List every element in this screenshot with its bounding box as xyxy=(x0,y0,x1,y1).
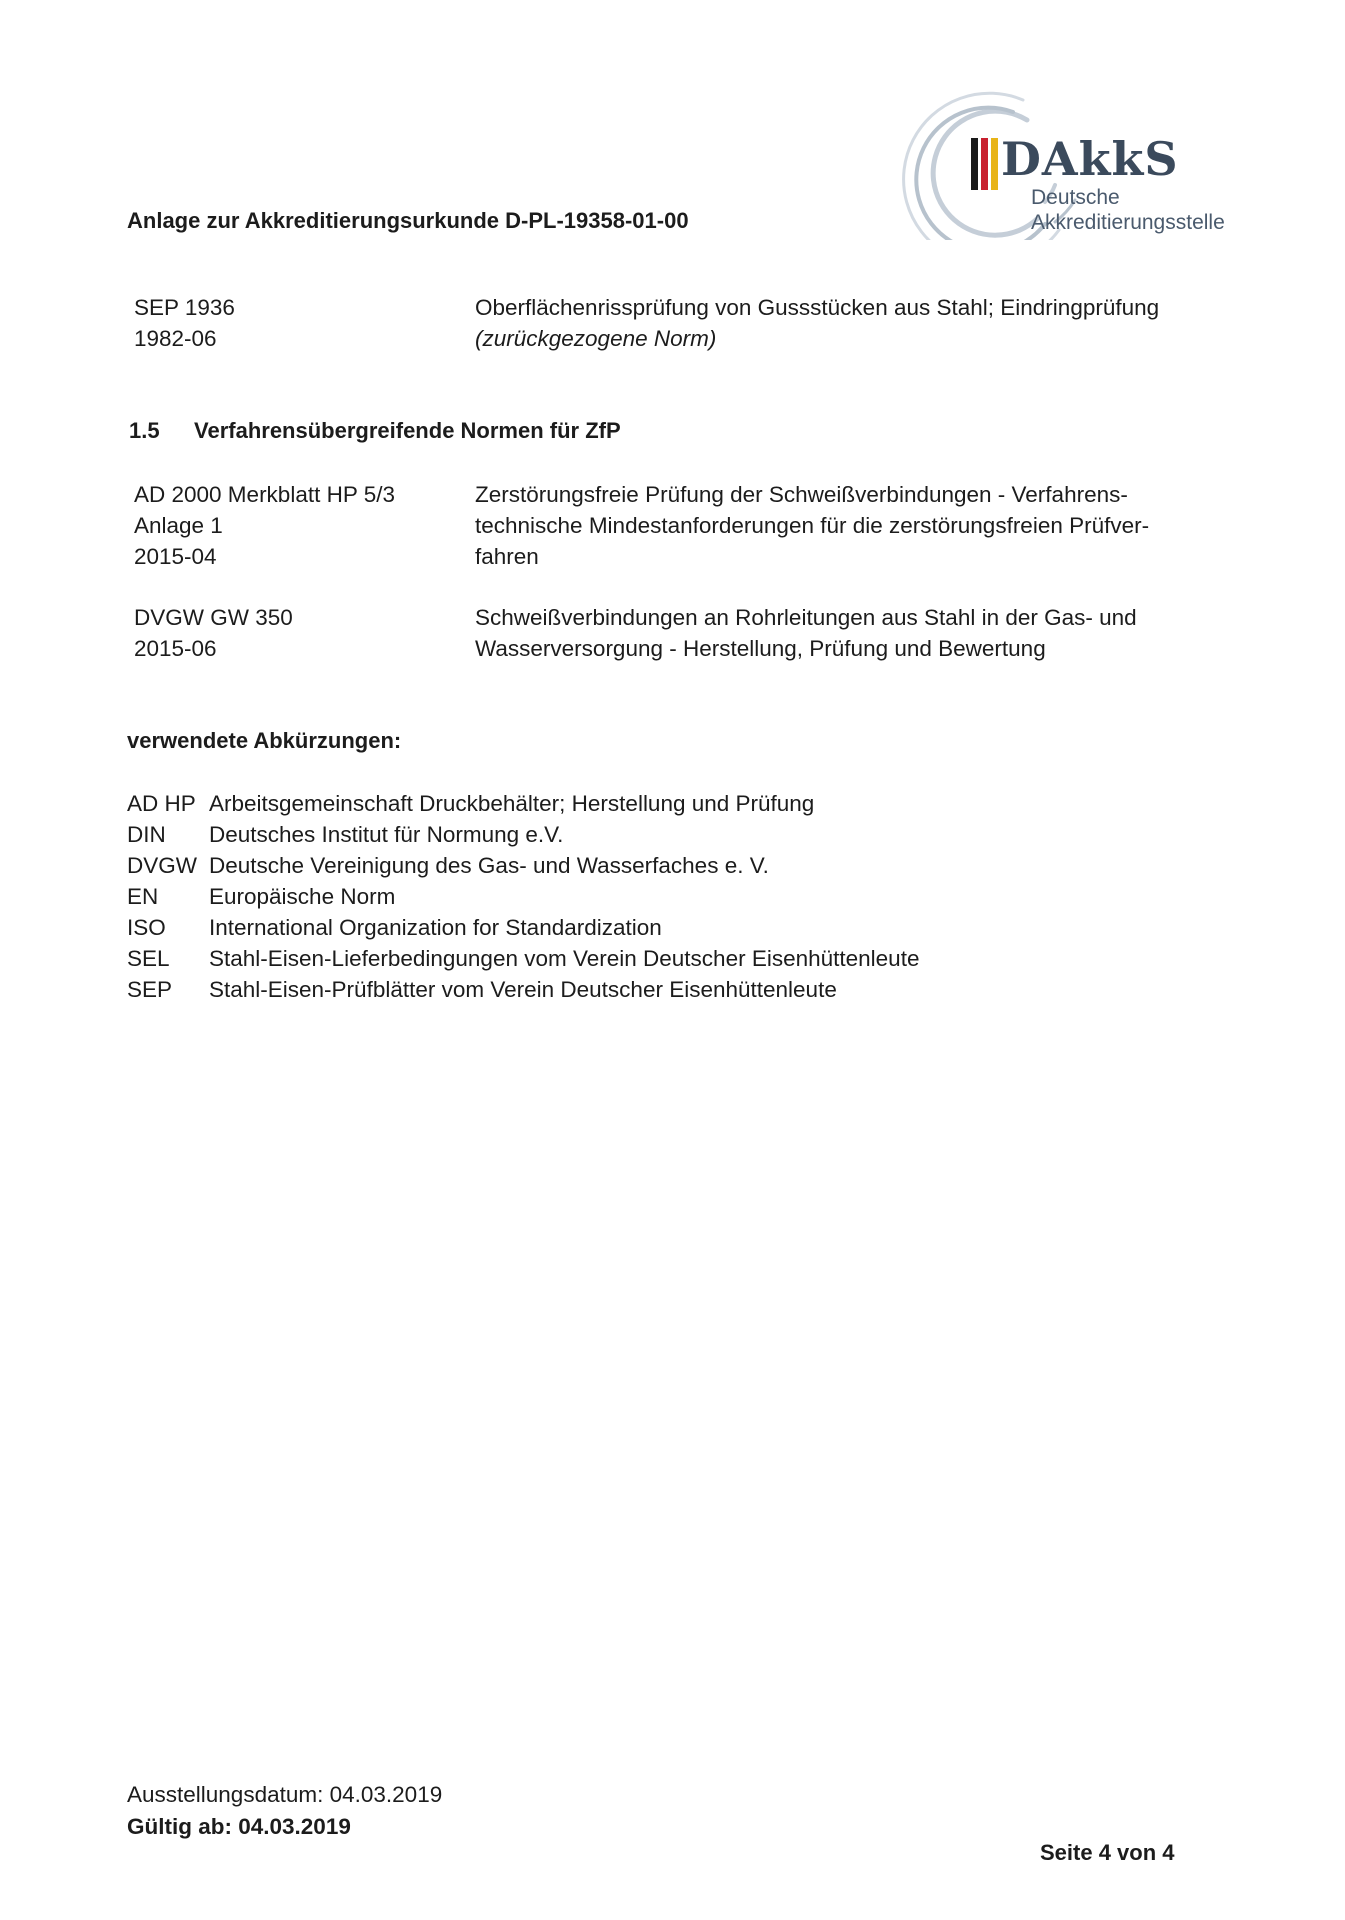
abbreviation-value: International Organization for Standardization xyxy=(209,915,662,940)
entry-code xyxy=(134,479,395,572)
dakks-logo xyxy=(895,90,1235,240)
entry-description xyxy=(475,479,1149,572)
logo-wordmark: DAkkS xyxy=(1001,132,1179,186)
entry-description-line: Zerstörungsfreie Prüfung der Schweißverbindungen - Verfahrens- xyxy=(475,482,1128,507)
entry-code xyxy=(134,602,293,664)
entry-description xyxy=(475,292,1159,354)
list-item xyxy=(127,788,919,819)
abbreviation-key: SEP xyxy=(127,977,173,1002)
list-item xyxy=(127,881,919,912)
abbreviation-value: Europäische Norm xyxy=(209,884,396,909)
list-item xyxy=(127,974,919,1005)
list-item xyxy=(127,943,919,974)
entry-description-line: Oberflächenrissprüfung von Gussstücken aus Stahl; Eindringprüfung xyxy=(475,295,1160,320)
entry-code-line: DVGW GW 350 xyxy=(134,605,293,630)
abbreviation-key: DIN xyxy=(127,822,166,847)
logo-subtitle-line1: Deutsche xyxy=(1031,186,1120,209)
abbreviation-value: Stahl-Eisen-Prüfblätter vom Verein Deutscher Eisenhüttenleute xyxy=(209,977,837,1002)
abbreviation-value: Stahl-Eisen-Lieferbedingungen vom Verein Deutscher Eisenhüttenleute xyxy=(209,946,920,971)
abbreviation-key: AD HP xyxy=(127,791,196,816)
abbreviation-key: SEL xyxy=(127,946,170,971)
section-heading xyxy=(129,418,621,444)
entry-description-line: fahren xyxy=(475,544,539,569)
entry-description-line: Wasserversorgung - Herstellung, Prüfung und Bewertung xyxy=(475,636,1046,661)
entry-code-line: Anlage 1 xyxy=(134,513,223,538)
abbreviation-value: Deutsche Vereinigung des Gas- und Wasserfaches e. V. xyxy=(209,853,769,878)
entry-description-line: technische Mindestanforderungen für die zerstörungsfreien Prüfver- xyxy=(475,513,1150,538)
entry-code-line: 1982-06 xyxy=(134,326,217,351)
list-item xyxy=(127,850,919,881)
logo-subtitle-line2: Akkreditierungsstelle xyxy=(1031,211,1225,234)
entry-note: (zurückgezogene Norm) xyxy=(475,326,717,351)
issue-date: Ausstellungsdatum: 04.03.2019 xyxy=(127,1782,443,1807)
valid-from-date: Gültig ab: 04.03.2019 xyxy=(127,1814,351,1839)
entry-code-line: SEP 1936 xyxy=(134,295,235,320)
abbreviation-key: ISO xyxy=(127,915,166,940)
section-number: 1.5 xyxy=(129,418,160,443)
entry-code-line: 2015-06 xyxy=(134,636,217,661)
abbreviations-list xyxy=(127,788,919,1005)
list-item xyxy=(127,819,919,850)
list-item xyxy=(127,912,919,943)
page-number: Seite 4 von 4 xyxy=(1040,1840,1175,1865)
entry-description xyxy=(475,602,1137,664)
abbreviation-value: Deutsches Institut für Normung e.V. xyxy=(209,822,564,847)
abbreviation-key: DVGW xyxy=(127,853,197,878)
entry-code xyxy=(134,292,235,354)
document-header-title: Anlage zur Akkreditierungsurkunde D-PL-19358-01-00 xyxy=(127,208,689,233)
entry-code-line: 2015-04 xyxy=(134,544,217,569)
entry-code-line: AD 2000 Merkblatt HP 5/3 xyxy=(134,482,395,507)
abbreviation-value: Arbeitsgemeinschaft Druckbehälter; Herstellung und Prüfung xyxy=(209,791,815,816)
abbreviations-heading: verwendete Abkürzungen: xyxy=(127,728,402,753)
abbreviation-key: EN xyxy=(127,884,159,909)
section-title: Verfahrensübergreifende Normen für ZfP xyxy=(194,418,621,443)
entry-description-line: Schweißverbindungen an Rohrleitungen aus Stahl in der Gas- und xyxy=(475,605,1137,630)
